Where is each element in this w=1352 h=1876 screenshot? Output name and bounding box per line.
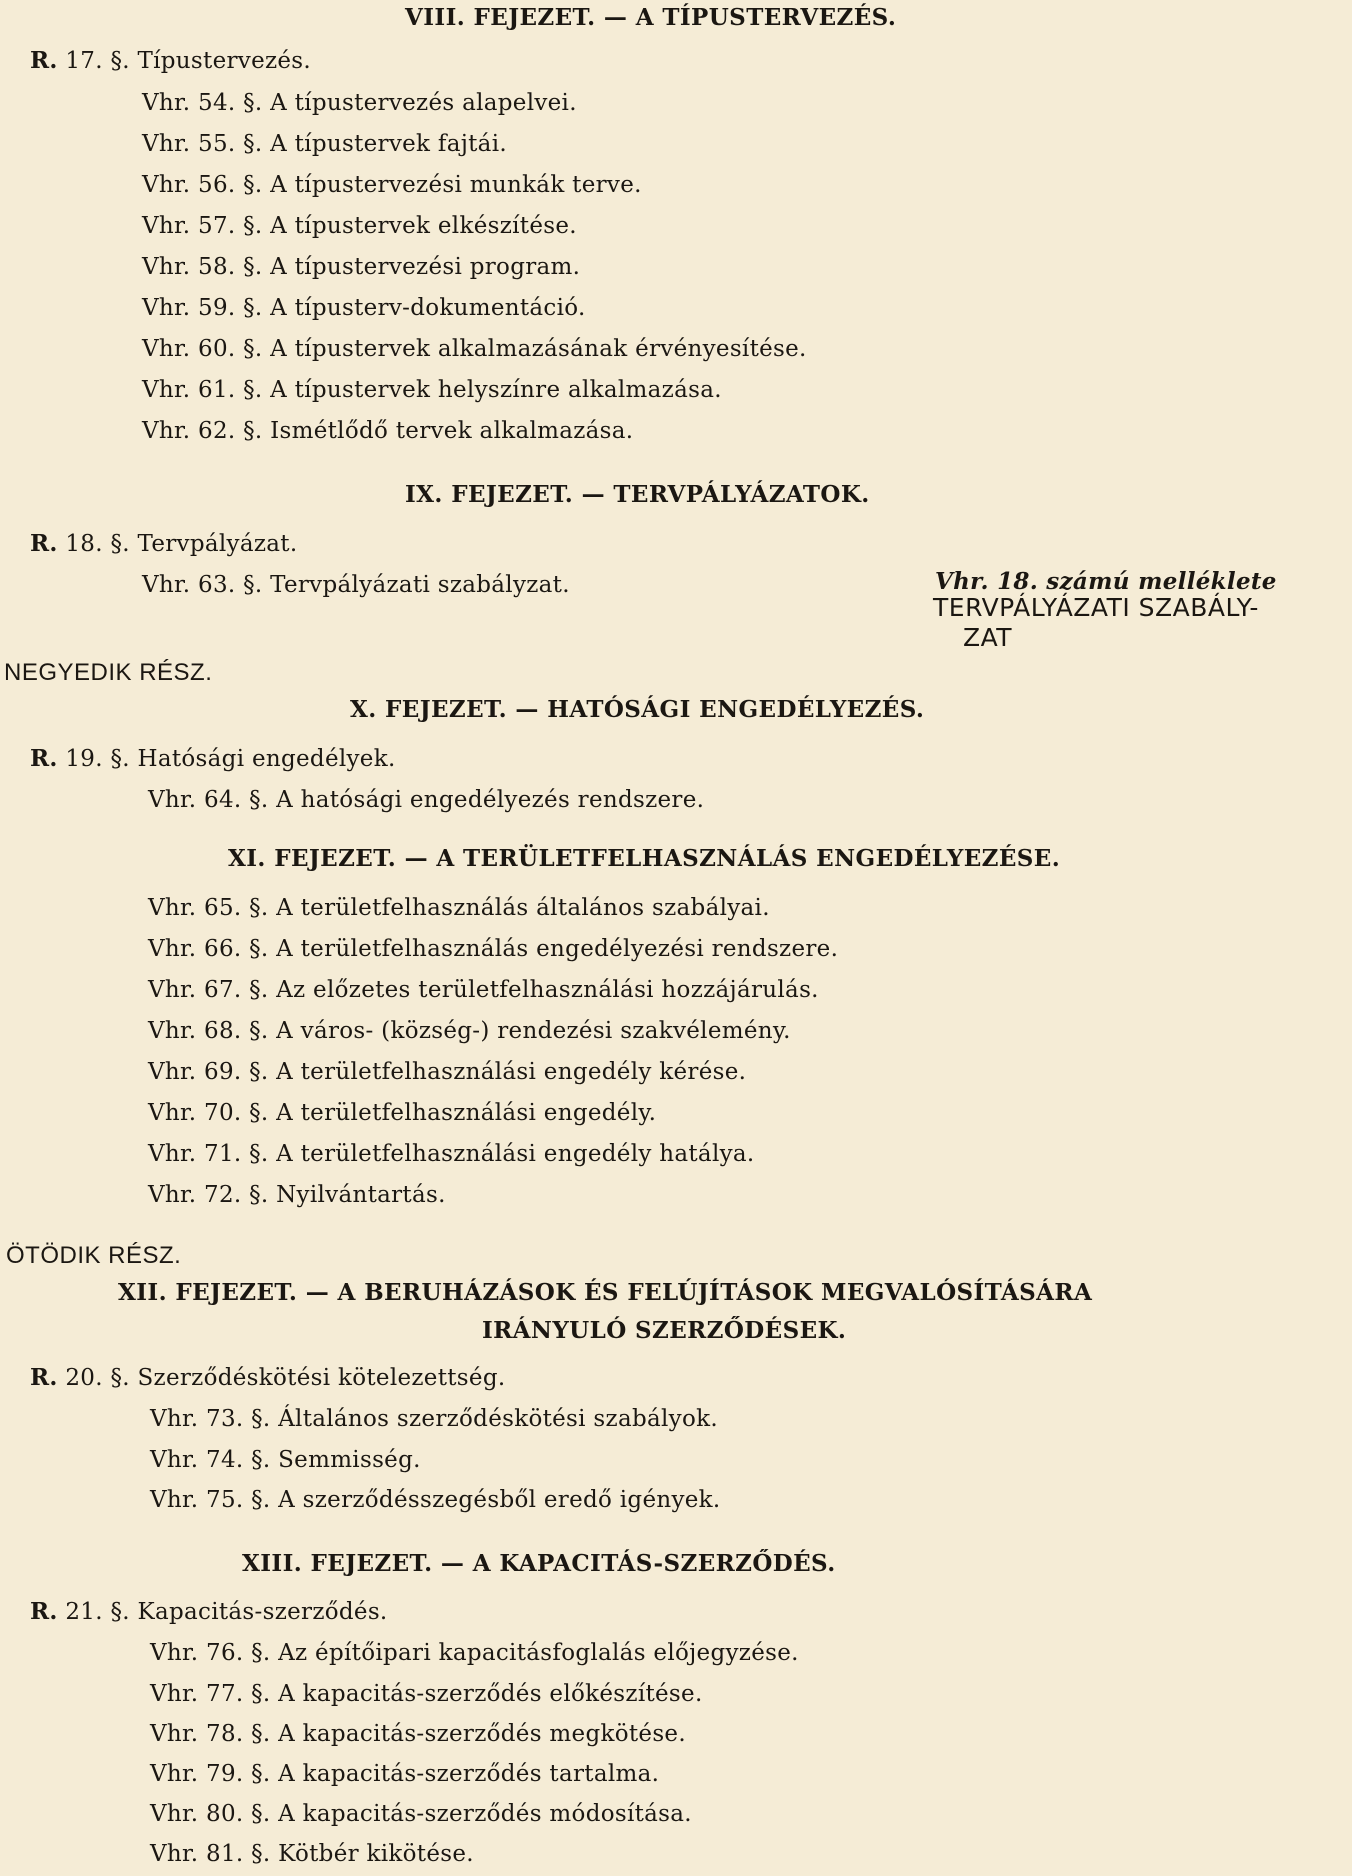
- annex-title-line1: TERVPÁLYÁZATI SZABÁLY-: [933, 593, 1259, 622]
- section-prefix: R.: [30, 1598, 58, 1625]
- chapter-heading-xii-line2: IRÁNYULÓ SZERZŐDÉSEK.: [482, 1317, 847, 1344]
- section-r19: [30, 745, 396, 773]
- part-heading-fifth: ÖTÖDIK RÉSZ.: [6, 1242, 182, 1269]
- vhr-56: Vhr. 56. §. A típustervezési munkák terve.: [142, 172, 642, 198]
- annex-title-line2: ZAT: [963, 623, 1013, 652]
- vhr-60: Vhr. 60. §. A típustervek alkalmazásának érvényesítése.: [142, 336, 807, 362]
- section-number: 21.: [65, 1599, 103, 1625]
- vhr-58: Vhr. 58. §. A típustervezési program.: [142, 254, 581, 280]
- section-prefix: R.: [30, 1364, 58, 1391]
- vhr-72: Vhr. 72. §. Nyilvántartás.: [148, 1182, 446, 1208]
- vhr-81: Vhr. 81. §. Kötbér kikötése.: [150, 1841, 474, 1867]
- vhr-69: Vhr. 69. §. A területfelhasználási engedély kérése.: [148, 1059, 747, 1085]
- chapter-heading-xi: XI. FEJEZET. — A TERÜLETFELHASZNÁLÁS ENGEDÉLYEZÉSE.: [228, 845, 1061, 872]
- section-prefix: R.: [30, 47, 58, 74]
- vhr-78: Vhr. 78. §. A kapacitás-szerződés megkötése.: [150, 1721, 686, 1747]
- section-number: 20.: [65, 1365, 103, 1391]
- vhr-61: Vhr. 61. §. A típustervek helyszínre alkalmazása.: [142, 377, 722, 403]
- vhr-63: Vhr. 63. §. Tervpályázati szabályzat.: [142, 572, 570, 598]
- part-heading-fourth: NEGYEDIK RÉSZ.: [4, 659, 213, 686]
- vhr-57: Vhr. 57. §. A típustervek elkészítése.: [142, 213, 577, 239]
- section-title: §. Hatósági engedélyek.: [110, 746, 396, 772]
- section-prefix: R.: [30, 745, 58, 772]
- vhr-73: Vhr. 73. §. Általános szerződéskötési szabályok.: [150, 1406, 718, 1432]
- section-r17: [30, 47, 311, 75]
- vhr-65: Vhr. 65. §. A területfelhasználás általános szabályai.: [148, 895, 770, 921]
- annex-reference: Vhr. 18. számú melléklete: [935, 568, 1277, 595]
- vhr-71: Vhr. 71. §. A területfelhasználási engedély hatálya.: [148, 1141, 755, 1167]
- section-title: §. Típustervezés.: [110, 48, 312, 74]
- vhr-62: Vhr. 62. §. Ismétlődő tervek alkalmazása.: [142, 418, 634, 444]
- chapter-heading-ix: IX. FEJEZET. — TERVPÁLYÁZATOK.: [405, 481, 870, 508]
- section-number: 18.: [65, 531, 103, 557]
- chapter-heading-xii-line1: XII. FEJEZET. — A BERUHÁZÁSOK ÉS FELÚJÍTÁSOK MEGVALÓSÍTÁSÁRA: [118, 1279, 1093, 1306]
- vhr-79: Vhr. 79. §. A kapacitás-szerződés tartalma.: [150, 1761, 660, 1787]
- vhr-55: Vhr. 55. §. A típustervek fajtái.: [142, 131, 507, 157]
- section-prefix: R.: [30, 530, 58, 557]
- vhr-77: Vhr. 77. §. A kapacitás-szerződés előkészítése.: [150, 1681, 703, 1707]
- vhr-75: Vhr. 75. §. A szerződésszegésből eredő igények.: [150, 1487, 721, 1513]
- section-title: §. Szerződéskötési kötelezettség.: [110, 1365, 506, 1391]
- chapter-heading-x: X. FEJEZET. — HATÓSÁGI ENGEDÉLYEZÉS.: [350, 696, 925, 723]
- section-number: 19.: [65, 746, 103, 772]
- vhr-80: Vhr. 80. §. A kapacitás-szerződés módosítása.: [150, 1801, 692, 1827]
- vhr-76: Vhr. 76. §. Az építőipari kapacitásfoglalás előjegyzése.: [150, 1640, 799, 1666]
- vhr-70: Vhr. 70. §. A területfelhasználási engedély.: [148, 1100, 657, 1126]
- vhr-74: Vhr. 74. §. Semmisség.: [150, 1447, 421, 1473]
- vhr-59: Vhr. 59. §. A típusterv-dokumentáció.: [142, 295, 586, 321]
- chapter-heading-xiii: XIII. FEJEZET. — A KAPACITÁS-SZERZŐDÉS.: [242, 1550, 836, 1577]
- chapter-heading-viii: VIII. FEJEZET. — A TÍPUSTERVEZÉS.: [405, 4, 897, 31]
- section-title: §. Kapacitás-szerződés.: [110, 1599, 388, 1625]
- section-r21: [30, 1598, 388, 1626]
- vhr-68: Vhr. 68. §. A város- (község-) rendezési szakvélemény.: [148, 1018, 791, 1044]
- vhr-66: Vhr. 66. §. A területfelhasználás engedélyezési rendszere.: [148, 936, 839, 962]
- vhr-64: Vhr. 64. §. A hatósági engedélyezés rendszere.: [148, 787, 705, 813]
- section-r20: [30, 1364, 505, 1392]
- vhr-54: Vhr. 54. §. A típustervezés alapelvei.: [142, 90, 577, 116]
- section-r18: [30, 530, 297, 558]
- section-title: §. Tervpályázat.: [110, 531, 298, 557]
- vhr-67: Vhr. 67. §. Az előzetes területfelhasználási hozzájárulás.: [148, 977, 819, 1003]
- section-number: 17.: [65, 48, 103, 74]
